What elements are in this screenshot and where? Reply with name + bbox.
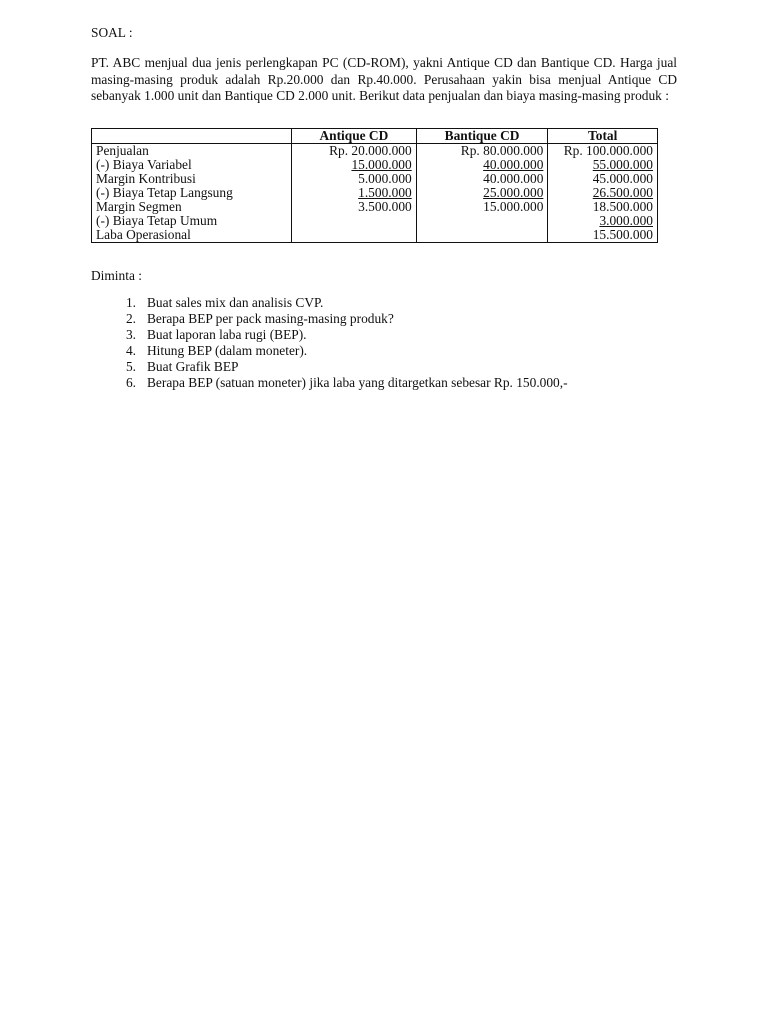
- list-item: [91, 375, 568, 391]
- list-item: [91, 327, 568, 343]
- total-column: [548, 144, 658, 243]
- antique-value: 3.500.000: [358, 199, 412, 214]
- total-value: Rp. 100.000.000: [563, 143, 653, 158]
- list-item-text: Berapa BEP (satuan moneter) jika laba yang ditargetkan sebesar Rp. 150.000,-: [147, 375, 568, 390]
- antique-value: Rp. 20.000.000: [329, 143, 412, 158]
- total-value: 18.500.000: [592, 199, 653, 214]
- list-item-number: 3.: [125, 327, 136, 342]
- bantique-value: 40.000.000: [483, 171, 544, 186]
- list-item-number: 5.: [125, 359, 136, 374]
- list-item-number: 1.: [125, 295, 136, 310]
- antique-column: [292, 144, 417, 243]
- total-value: 26.500.000: [592, 185, 653, 200]
- table-header-row: [92, 129, 658, 144]
- antique-value: 15.000.000: [351, 157, 412, 172]
- list-item-number: 6.: [125, 375, 136, 390]
- list-item: [91, 311, 568, 327]
- list-item: [91, 295, 568, 311]
- header-total: Total: [548, 129, 658, 144]
- task-list: [91, 295, 568, 391]
- bantique-value: 40.000.000: [483, 157, 544, 172]
- label-column: [92, 144, 292, 243]
- intro-paragraph: PT. ABC menjual dua jenis perlengkapan PC (CD-ROM), yakni Antique CD dan Bantique CD. Harga jual masing-masing produk adalah Rp.20.000 dan Rp.40.000. Perusahaan yakin bisa menjual Antique CD sebanyak 1.000 unit dan Bantique CD 2.000 unit. Berikut data penjualan dan biaya masing-masing produk :: [91, 55, 677, 103]
- bantique-column: [416, 144, 548, 243]
- total-value: 45.000.000: [592, 171, 653, 186]
- bantique-value: [421, 214, 544, 228]
- row-label: Penjualan: [96, 143, 149, 158]
- list-item-text: Buat Grafik BEP: [147, 359, 239, 374]
- bantique-value: Rp. 80.000.000: [460, 143, 544, 158]
- list-item: [91, 343, 568, 359]
- list-item-text: Hitung BEP (dalam moneter).: [147, 343, 308, 358]
- row-label: (-) Biaya Tetap Langsung: [96, 185, 233, 200]
- list-item-text: Buat laporan laba rugi (BEP).: [147, 327, 307, 342]
- total-value: 3.000.000: [599, 213, 653, 228]
- sales-cost-table: [91, 128, 658, 243]
- header-label: [92, 129, 292, 144]
- table-body-row: [92, 144, 658, 243]
- total-value: 55.000.000: [592, 157, 653, 172]
- row-label: Margin Kontribusi: [96, 171, 196, 186]
- row-label: (-) Biaya Tetap Umum: [96, 213, 218, 228]
- diminta-heading: Diminta :: [91, 268, 142, 283]
- bantique-value: 15.000.000: [483, 199, 544, 214]
- list-item: [91, 359, 568, 375]
- antique-value: 5.000.000: [358, 171, 412, 186]
- header-antique: Antique CD: [292, 129, 417, 144]
- row-label: (-) Biaya Variabel: [96, 157, 192, 172]
- row-label: Laba Operasional: [96, 227, 191, 242]
- header-bantique: Bantique CD: [416, 129, 548, 144]
- list-item-text: Berapa BEP per pack masing-masing produk?: [147, 311, 394, 326]
- page-heading: SOAL :: [91, 25, 133, 40]
- antique-value: [296, 228, 412, 242]
- bantique-value: [421, 228, 544, 242]
- row-label: Margin Segmen: [96, 199, 182, 214]
- antique-value: [296, 214, 412, 228]
- antique-value: 1.500.000: [358, 185, 412, 200]
- list-item-text: Buat sales mix dan analisis CVP.: [147, 295, 324, 310]
- total-value: 15.500.000: [592, 227, 653, 242]
- list-item-number: 4.: [125, 343, 136, 358]
- list-item-number: 2.: [125, 311, 136, 326]
- bantique-value: 25.000.000: [483, 185, 544, 200]
